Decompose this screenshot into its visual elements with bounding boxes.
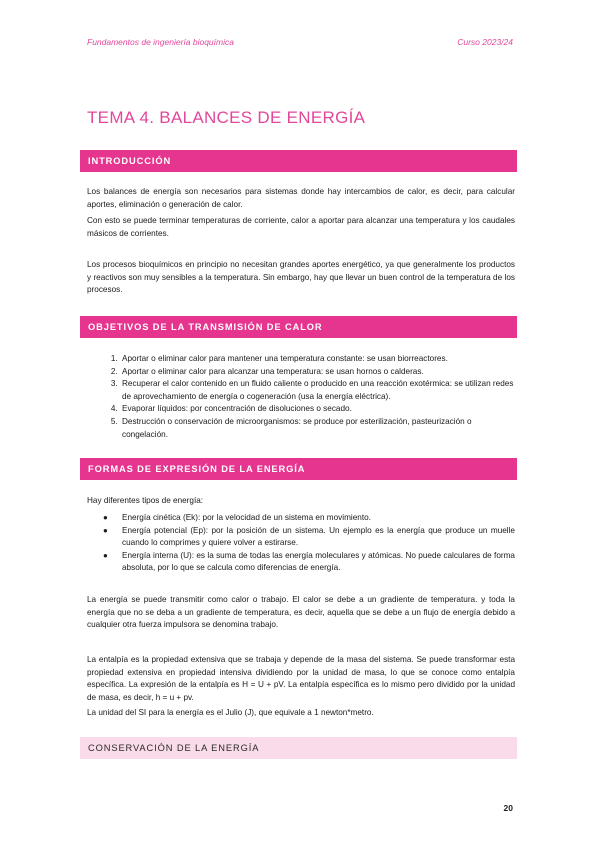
section-heading-introduccion: INTRODUCCIÓN (80, 150, 517, 172)
page-title: TEMA 4. BALANCES DE ENERGÍA (87, 108, 366, 127)
intro-paragraph-3: Los procesos bioquímicos en principio no necesitan grandes aportes energético, ya que generalmente los productos y reactivos son muy sensibles a la temperatura. Sin embargo, hay que llevar un buen control de la temperatura de los procesos. (87, 260, 515, 295)
list-item: 3. Recuperar el calor contenido en un fluido caliente o producido en una reacción exotérmica: se utilizan redes de aprovechamiento de energía o cogeneración (usa la energía eléctrica). (120, 378, 515, 403)
list-item: 1. Aportar o eliminar calor para mantener una temperatura constante: se usan biorreactores. (120, 353, 515, 366)
section-heading-formas: FORMAS DE EXPRESIÓN DE LA ENERGÍA (80, 458, 517, 480)
list-item: 5. Destrucción o conservación de microorganismos: se produce por esterilización, pasteurización o congelación. (120, 416, 515, 441)
list-item: ● Energía interna (U): es la suma de todas las energía moleculares y atómicas. No puede calculares de forma absoluta, por lo que se calcula como diferencias de energía. (103, 550, 515, 573)
formas-intro: Hay diferentes tipos de energía: (87, 496, 204, 505)
list-item: ● Energía potencial (Ep): por la posición de un sistema. Un ejemplo es la energía que produce un muelle cuando lo comprimes y quiere volver a estirarse. (103, 525, 515, 548)
page-number: 20 (503, 803, 513, 813)
running-header-year: Curso 2023/24 (457, 37, 513, 47)
unidad-si-paragraph: La unidad del SI para la energía es el Julio (J), que equivale a 1 newton*metro. (87, 708, 374, 717)
section-heading-objetivos: OBJETIVOS DE LA TRANSMISIÓN DE CALOR (80, 316, 517, 338)
list-item: 4. Evaporar líquidos: por concentración de disoluciones o secado. (120, 403, 515, 416)
objetivos-list (87, 353, 515, 441)
section-heading-conservacion: CONSERVACIÓN DE LA ENERGÍA (80, 737, 517, 759)
energy-types-list (87, 512, 515, 575)
running-header-course: Fundamentos de ingeniería bioquímica (87, 37, 234, 47)
intro-paragraph-1: Los balances de energía son necesarios para sistemas donde hay intercambios de calor, es decir, para calcular aportes, eliminación o generación de calor. (87, 187, 515, 209)
bullet-icon: ● (103, 513, 108, 522)
calor-trabajo-paragraph: La energía se puede transmitir como calor o trabajo. El calor se debe a un gradiente de temperatura. y toda la energía que no se deba a un gradiente de temperatura, es decir, aquella que se debe a un flujo de energía debido a cualquier otra fuerza impulsora se denomina trabajo. (87, 595, 515, 630)
entalpia-paragraph: La entalpía es la propiedad extensiva que se trabaja y depende de la masa del sistema. Se puede transformar esta propiedad extensiva en propiedad intensiva dividiendo por la unidad de masa, lo que se conoce como entalpía específica. La expresión de la entalpía es H = U + pV. La entalpía específica es lo mismo pero dividido por la unidad de masa, es decir, h = u + pv. (87, 655, 515, 702)
list-item: 2. Aportar o eliminar calor para alcanzar una temperatura: se usan hornos o calderas. (120, 366, 515, 379)
intro-paragraph-2: Con esto se puede terminar temperaturas de corriente, calor a aportar para alcanzar una temperatura y los caudales másicos de corrientes. (87, 216, 515, 238)
bullet-icon: ● (103, 550, 108, 560)
bullet-icon: ● (103, 525, 108, 535)
list-item: ● Energía cinética (Ek): por la velocidad de un sistema en movimiento. (120, 512, 515, 525)
